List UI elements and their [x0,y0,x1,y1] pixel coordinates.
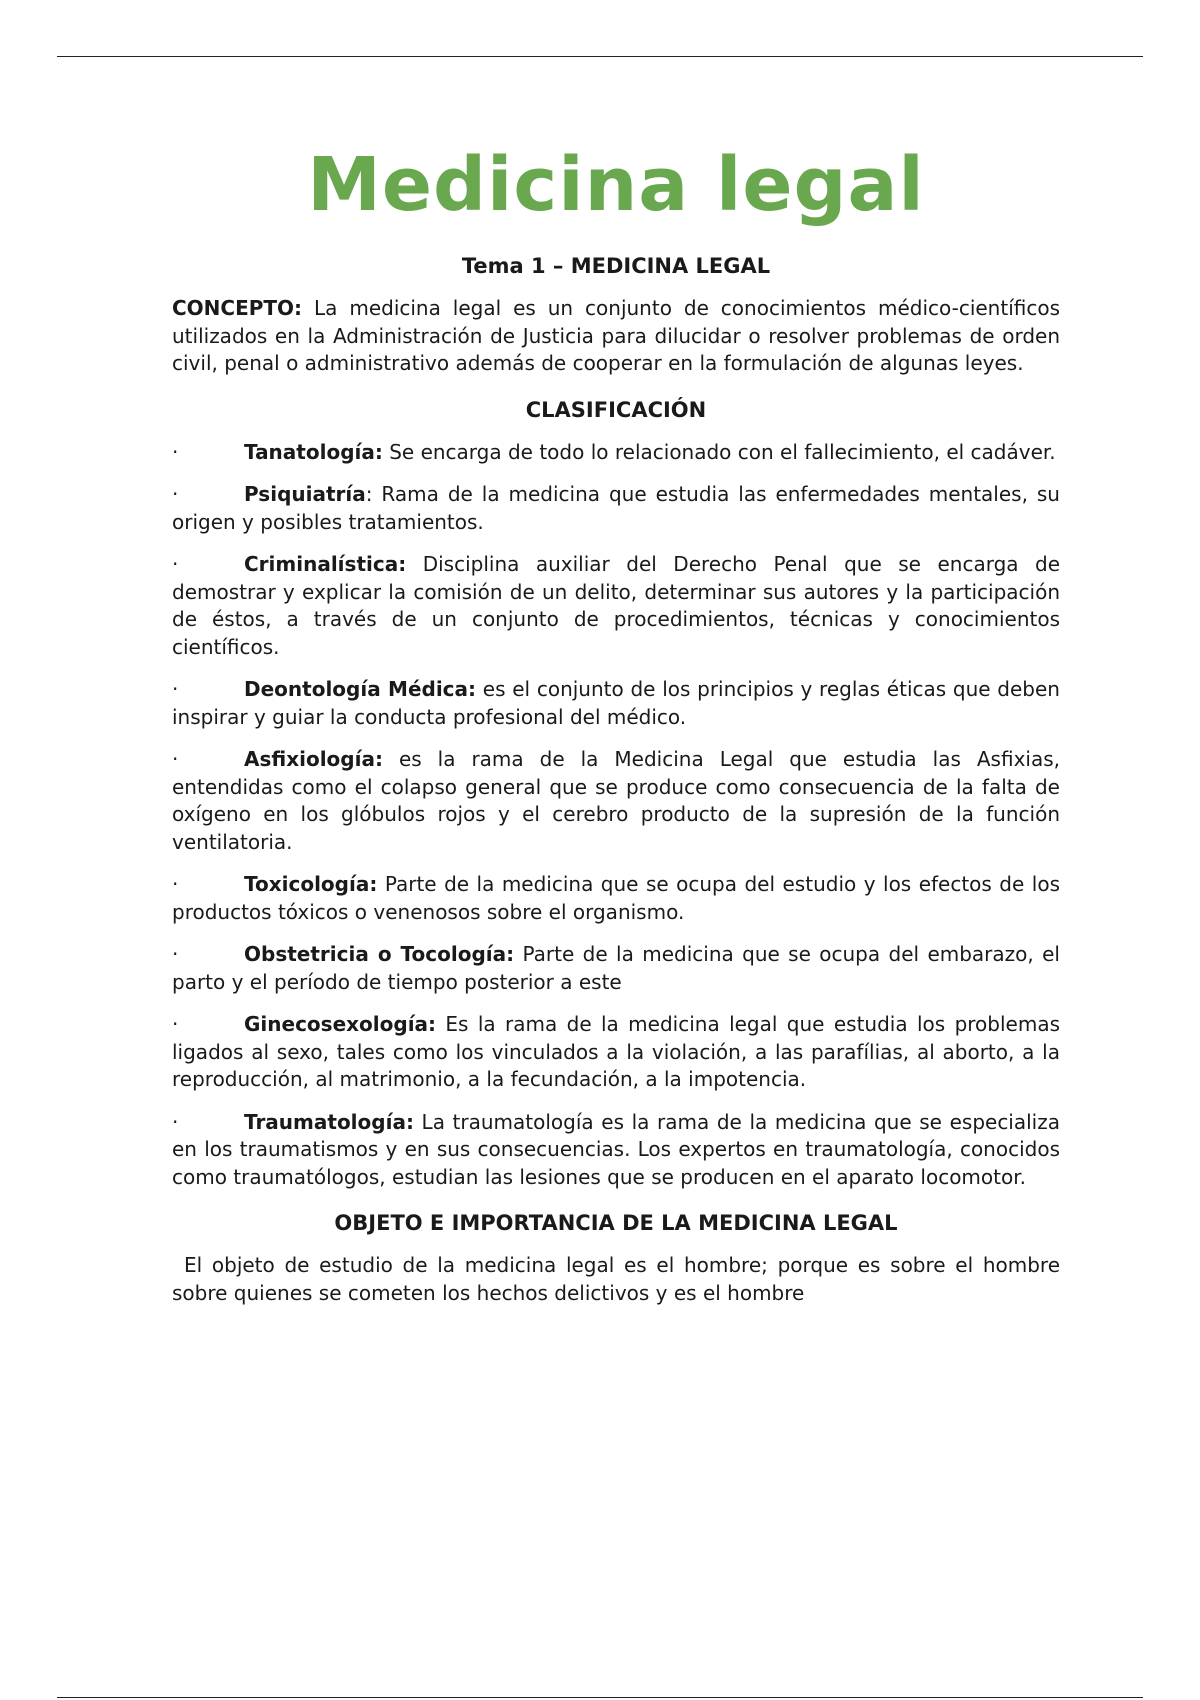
item-text: La traumatología es la rama de la medicina que se especializa en los traumatismos y en sus consecuencias. Los expertos en traumatología, conocidos como traumatólogos, estudian las lesiones que se producen en el aparato locomotor. [172,1109,1060,1189]
concept-label: CONCEPTO: [172,296,303,320]
bullet-icon: · [172,677,179,701]
item-text: es la rama de la Medicina Legal que estudia las Asfixias, entendidas como el colapso general que se produce como consecuencia de la falta de oxígeno en los glóbulos rojos y el cerebro producto de la supresión de la función ventilatoria. [172,747,1060,854]
bullet-icon: · [172,482,179,506]
item-text: Parte de la medicina que se ocupa del estudio y los efectos de los productos tóxicos o venenosos sobre el organismo. [172,872,1060,924]
list-item [172,1011,1060,1094]
item-term: Deontología Médica: [244,677,477,701]
bullet-icon: · [172,747,179,771]
list-item [172,746,1060,856]
item-text: Parte de la medicina que se ocupa del embarazo, el parto y el período de tiempo posterior a este [172,942,1060,994]
document-body [172,140,1060,1307]
classification-heading: CLASIFICACIÓN [525,397,707,422]
item-term: Ginecosexología: [244,1012,437,1036]
header-rule [57,56,1143,57]
item-term: Tanatología: [244,439,383,464]
item-term: Toxicología: [244,872,378,896]
document-title: Medicina legal [307,142,925,228]
bullet-icon: · [172,552,179,576]
bullet-icon: · [172,439,179,464]
list-item [172,481,1060,536]
concept-text: La medicina legal es un conjunto de conocimientos médico-científicos utilizados en la Administración de Justicia para dilucidar o resolver problemas de orden civil, penal o administrativo además de cooperar en la formulación de algunas leyes. [172,296,1060,375]
list-item [172,551,1060,661]
item-text: es el conjunto de los principios y reglas éticas que deben inspirar y guiar la conducta profesional del médico. [172,677,1060,729]
item-term: Traumatología: [244,1109,414,1134]
footer-rule [57,1697,1143,1698]
bullet-icon: · [172,942,179,966]
classification-list [172,439,1060,1192]
list-item [172,439,1060,467]
list-item [172,941,1060,996]
concept-paragraph [172,295,1060,378]
object-heading: OBJETO E IMPORTANCIA DE LA MEDICINA LEGAL [334,1211,898,1235]
item-text: : Rama de la medicina que estudia las enfermedades mentales, su origen y posibles tratamientos. [172,482,1060,534]
list-item [172,676,1060,731]
item-term: Asfixiología: [244,747,383,771]
object-paragraph: El objeto de estudio de la medicina legal es el hombre; porque es sobre el hombre sobre quienes se cometen los hechos delictivos y es el hombre [172,1253,1060,1305]
list-item [172,1109,1060,1192]
bullet-icon: · [172,872,179,896]
item-term: Criminalística: [244,552,407,576]
document-subtitle: Tema 1 – MEDICINA LEGAL [461,254,771,278]
item-term: Obstetricia o Tocología: [244,942,515,966]
bullet-icon: · [172,1109,179,1134]
item-text: Disciplina auxiliar del Derecho Penal que se encarga de demostrar y explicar la comisión de un delito, determinar sus autores y la participación de éstos, a través de un conjunto de procedimientos, técnicas y conocimientos científicos. [172,552,1060,659]
item-text: Se encarga de todo lo relacionado con el fallecimiento, el cadáver. [382,439,1056,464]
list-item [172,871,1060,926]
bullet-icon: · [172,1012,179,1036]
item-term: Psiquiatría [244,482,366,506]
item-text: Es la rama de la medicina legal que estudia los problemas ligados al sexo, tales como los vinculados a la violación, a las parafílias, al aborto, a la reproducción, al matrimonio, a la fecundación, a la impotencia. [172,1012,1060,1091]
